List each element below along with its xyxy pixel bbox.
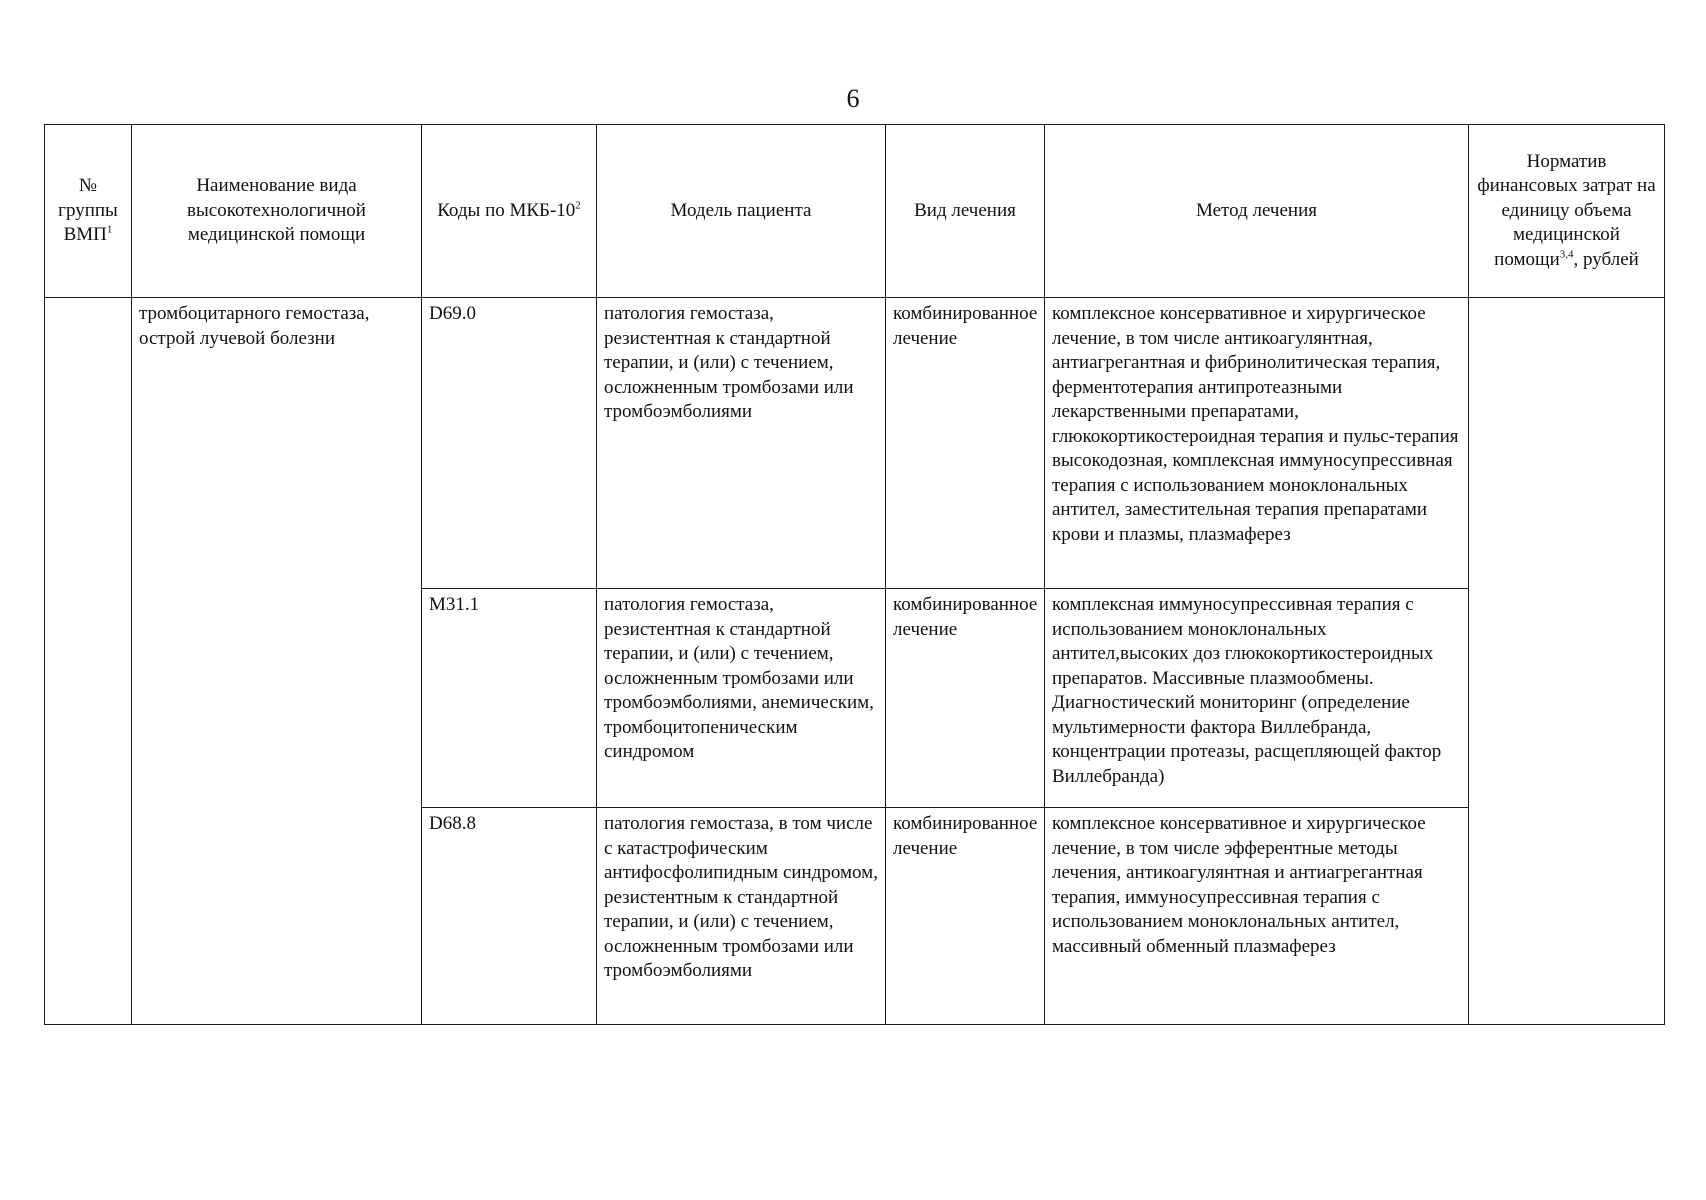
cell-treatment-type: комбинированное лечение <box>886 589 1045 808</box>
table-row <box>45 298 1665 589</box>
cell-treatment-method: комплексная иммуносупрессивная терапия с использованием моноклональных антител,высоких доз глюкокортикостероидных препаратов. Массивные плазмообмены. Диагностический мониторинг (определение мультимерности фактора Виллебранда, концентрации протеазы, расщепляющей фактор Виллебранда) <box>1045 589 1469 808</box>
cell-group-no <box>45 298 132 1025</box>
header-cost-norm: Норматив финансовых затрат на единицу объема медицинской помощи$^{3,4}$, рублей <box>1469 125 1665 298</box>
vmp-table <box>44 124 1665 1025</box>
header-treatment-type: Вид лечения <box>886 125 1045 298</box>
cell-cost-norm <box>1469 298 1665 1025</box>
cell-treatment-type: комбинированное лечение <box>886 808 1045 1025</box>
cell-icd-code: M31.1 <box>422 589 597 808</box>
cell-treatment-method: комплексное консервативное и хирургическое лечение, в том числе антикоагулянтная, антиагрегантная и фибринолитическая терапия, ферментотерапия антипротеазными лекарственными препаратами, глюкокортикостероидная терапия и пульс-терапия высокодозная, комплексная иммуносупрессивная терапия с использованием моноклональных антител, заместительная терапия препаратами крови и плазмы, плазмаферез <box>1045 298 1469 589</box>
header-group-no: № группы ВМП$^1$ <box>45 125 132 298</box>
cell-treatment-method: комплексное консервативное и хирургическое лечение, в том числе эфферентные методы лечения, антикоагулянтная и антиагрегантная терапия, иммуносупрессивная терапия с использованием моноклональных антител, массивный обменный плазмаферез <box>1045 808 1469 1025</box>
cell-treatment-type: комбинированное лечение <box>886 298 1045 589</box>
cell-patient-model: патология гемостаза, в том числе с катастрофическим антифосфолипидным синдромом, резистентным к стандартной терапии, и (или) с течением, осложненным тромбозами или тромбоэмболиями <box>597 808 886 1025</box>
cell-patient-model: патология гемостаза, резистентная к стандартной терапии, и (или) с течением, осложненным тромбозами или тромбоэмболиями, анемическим, тромбоцитопеническим синдромом <box>597 589 886 808</box>
header-icd-codes: Коды по МКБ-$10^2$ <box>422 125 597 298</box>
table-header-row <box>45 125 1665 298</box>
cell-patient-model: патология гемостаза, резистентная к стандартной терапии, и (или) с течением, осложненным тромбозами или тромбоэмболиями <box>597 298 886 589</box>
cell-care-name: тромбоцитарного гемостаза, острой лучевой болезни <box>132 298 422 1025</box>
cell-icd-code: D68.8 <box>422 808 597 1025</box>
page-number: 6 <box>846 84 860 113</box>
cell-icd-code: D69.0 <box>422 298 597 589</box>
header-care-name: Наименование вида высокотехнологичной медицинской помощи <box>132 125 422 298</box>
header-treatment-method: Метод лечения <box>1045 125 1469 298</box>
header-patient-model: Модель пациента <box>597 125 886 298</box>
